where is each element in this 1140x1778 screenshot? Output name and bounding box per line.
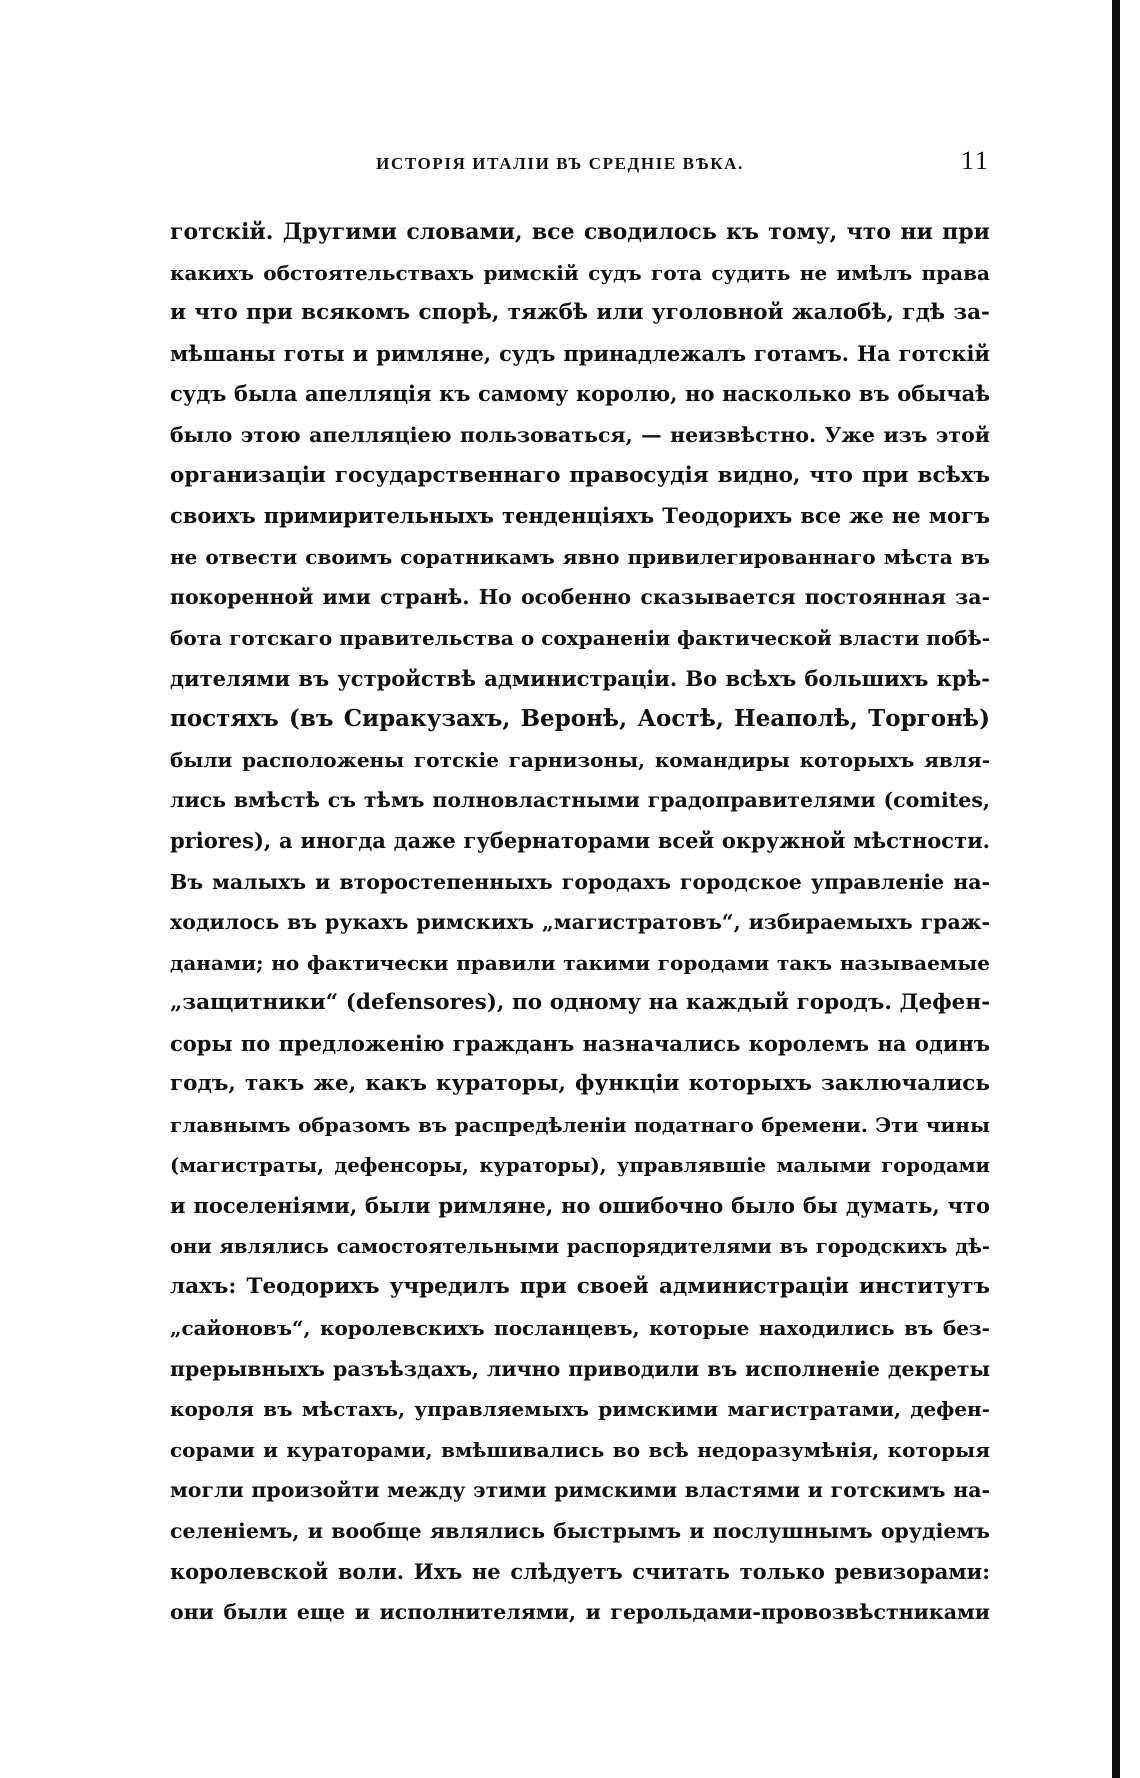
- text-line: могли произойти между этими римскими властями и готскимъ на-: [170, 1478, 990, 1503]
- text-line: было этою апелляціею пользоваться, — неизвѣстно. Уже изъ этой: [170, 422, 990, 447]
- text-line: судъ была апелляція къ самому королю, но насколько въ обычаѣ: [170, 381, 990, 407]
- text-line: своихъ примирительныхъ тенденціяхъ Теодорихъ все же не могъ: [170, 503, 990, 529]
- text-line: какихъ обстоятельствахъ римскій судъ гота судить не имѣлъ права: [170, 260, 990, 285]
- text-line: и что при всякомъ спорѣ, тяжбѣ или уголовной жалобѣ, гдѣ за-: [170, 300, 990, 326]
- text-line: сорами и кураторами, вмѣшивались во всѣ недоразумѣнія, которыя: [170, 1437, 990, 1462]
- text-line: организаціи государственнаго правосудія видно, что при всѣхъ: [170, 462, 990, 488]
- page-number: 11: [960, 146, 990, 175]
- text-line: и поселеніями, были римляне, но ошибочно было бы думать, что: [170, 1193, 990, 1219]
- text-line: ходилось въ рукахъ римскихъ „магистратовъ“, избираемыхъ граж-: [170, 910, 990, 935]
- text-line: лахъ: Теодорихъ учредилъ при своей администраціи институтъ: [170, 1274, 990, 1300]
- text-line: готскій. Другими словами, все сводилось къ тому, что ни при: [170, 219, 990, 245]
- text-line: годъ, такъ же, какъ кураторы, функціи которыхъ заключались: [170, 1071, 990, 1097]
- page-edge: [1094, 0, 1140, 1778]
- text-line: постяхъ (въ Сиракузахъ, Веронѣ, Аостѣ, Неаполѣ, Торгонѣ): [170, 705, 990, 733]
- text-line: „сайоновъ“, королевскихъ посланцевъ, которые находились въ без-: [170, 1316, 990, 1341]
- body-text: [170, 212, 990, 1633]
- text-line: королевской воли. Ихъ не слѣдуетъ считать только ревизорами:: [170, 1558, 990, 1584]
- text-line: они являлись самостоятельными распорядителями въ городскихъ дѣ-: [170, 1234, 990, 1258]
- binding-shadow: [1112, 0, 1120, 1778]
- text-line: (магистраты, дефенсоры, кураторы), управлявшіе малыми городами: [170, 1153, 990, 1177]
- text-line: дителями въ устройствѣ администраціи. Во всѣхъ большихъ крѣ-: [170, 665, 990, 691]
- text-line: мѣшаны готы и римляне, судъ принадлежалъ готамъ. На готскій: [170, 340, 990, 366]
- text-line: они были еще и исполнителями, и герольдами-провозвѣстниками: [170, 1600, 990, 1625]
- text-line: селеніемъ, и вообще являлись быстрымъ и послушнымъ орудіемъ: [170, 1519, 990, 1543]
- text-line: главнымъ образомъ въ распредѣленіи податнаго бремени. Эти чины: [170, 1113, 990, 1138]
- text-line: прерывныхъ разъѣздахъ, лично приводили въ исполненіе декреты: [170, 1356, 990, 1381]
- text-line: покоренной ими странѣ. Но особенно сказывается постоянная за-: [170, 585, 990, 610]
- text-line: короля въ мѣстахъ, управляемыхъ римскими магистратами, дефен-: [170, 1397, 990, 1422]
- text-line: Въ малыхъ и второстепенныхъ городахъ городское управленіе на-: [170, 869, 990, 894]
- text-line: бота готскаго правительства о сохраненіи фактической власти побѣ-: [170, 625, 990, 650]
- text-line: не отвести своимъ соратникамъ явно привилегированнаго мѣста въ: [170, 544, 990, 569]
- running-head: [170, 146, 990, 186]
- text-line: соры по предложенію гражданъ назначались королемъ на одинъ: [170, 1030, 990, 1056]
- text-line: лись вмѣстѣ съ тѣмъ полновластными градоправителями (comites,: [170, 788, 990, 813]
- text-line: данами; но фактически правили такими городами такъ называемые: [170, 950, 990, 975]
- running-head-title: ИСТОРІЯ ИТАЛІИ ВЪ СРЕДНІЕ ВѢКА.: [376, 154, 744, 173]
- text-line: „защитники“ (defensores), по одному на каждый городъ. Дефен-: [170, 990, 990, 1016]
- text-line: были расположены готскіе гарнизоны, командиры которыхъ явля-: [170, 747, 990, 772]
- text-line: priores), а иногда даже губернаторами всей окружной мѣстности.: [170, 827, 990, 853]
